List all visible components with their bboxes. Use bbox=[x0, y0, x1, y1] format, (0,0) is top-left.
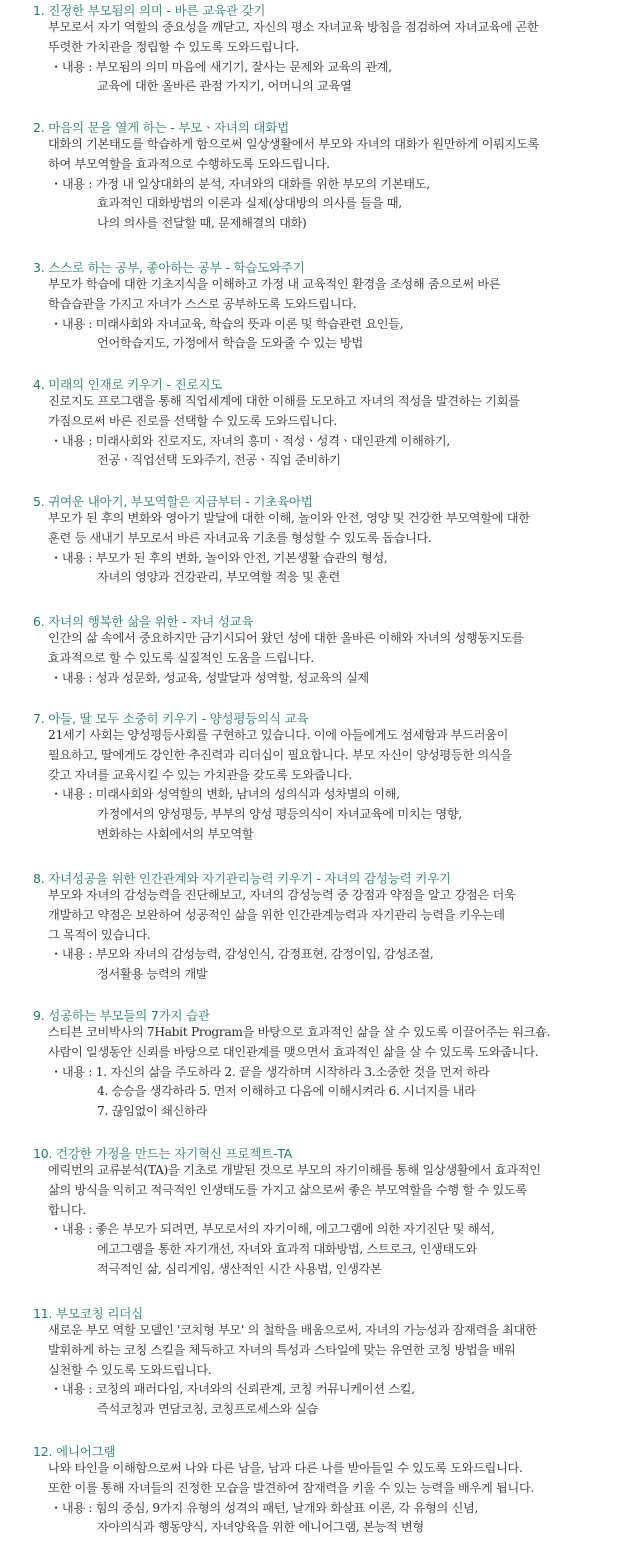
content-continuation-line: 자아의식과 행동양식, 자녀양육을 위한 에니어그램, 본능적 변형 bbox=[97, 1520, 424, 1535]
section-description-line: 21세기 사회는 양성평등사회를 구현하고 있습니다. 이에 아들에게도 섬세함과 부드러움이 bbox=[48, 728, 509, 742]
content-continuation-line: 7. 끊임없이 쇄신하라 bbox=[97, 1104, 207, 1119]
section-description-line: 나와 타인을 이해함으로써 나와 다른 남을, 남과 다른 나를 받아들일 수 있도록 도와드립니다. bbox=[48, 1461, 523, 1475]
section-description-line: 갖고 자녀를 교육시킬 수 있는 가치관을 갖도록 도와줍니다. bbox=[48, 767, 352, 782]
section-description-line: 그 목적이 있습니다. bbox=[48, 927, 151, 942]
section-title: 11. 부모코칭 리더십 bbox=[33, 1306, 143, 1321]
section-description-line: 발휘하게 하는 코칭 스킬을 체득하고 자녀의 특성과 스타일에 맞는 유연한 코칭 방법을 배워 bbox=[48, 1342, 516, 1357]
content-label-line: ・내용 : 부모가 된 후의 변화, 놀이와 안전, 기본생활 습관의 형성, bbox=[50, 550, 388, 565]
content-continuation-line: 자녀의 영양과 건강관리, 부모역할 적응 및 훈련 bbox=[97, 570, 341, 585]
section-description-line: 에릭번의 교류분석(TA)을 기초로 개발된 것으로 부모의 자기이해를 통해 일상생활에서 효과적인 bbox=[48, 1163, 541, 1177]
section-description-line: 진로지도 프로그램을 통해 직업세계에 대한 이해를 도모하고 자녀의 적성을 발견하는 기회를 bbox=[48, 394, 520, 408]
section-description-line: 또한 이를 통해 자녀들의 진정한 모습을 발견하여 잠재력을 키울 수 있는 능력을 배우게 됩니다. bbox=[48, 1480, 535, 1495]
section-description-line: 스티븐 코비박사의 7Habit Program을 바탕으로 효과적인 삶을 살 수 있도록 이끌어주는 워크숍. bbox=[48, 1025, 551, 1039]
section-title: 3. 스스로 하는 공부, 좋아하는 공부 - 학습도와주기 bbox=[33, 260, 305, 275]
section-title: 2. 마음의 문을 열게 하는 - 부모ㆍ자녀의 대화법 bbox=[33, 120, 290, 135]
section-description-line: 삶의 방식을 익히고 적극적인 인생태도를 가지고 삶으로써 좋은 부모역할을 수행 할 수 있도록 bbox=[48, 1182, 527, 1197]
section-title: 1. 진정한 부모됨의 의미 - 바른 교육관 갖기 bbox=[33, 3, 266, 18]
section-title: 8. 자녀성공을 위한 인간관계와 자기관리능력 키우기 - 자녀의 감성능력 키우기 bbox=[33, 871, 451, 886]
section-description-line: 실천할 수 있도록 도와드립니다. bbox=[48, 1362, 212, 1377]
section-title: 12. 에니어그램 bbox=[33, 1444, 116, 1459]
content-continuation-line: 효과적인 대화방법의 이론과 실제(상대방의 의사를 들을 때, bbox=[97, 196, 402, 211]
content-continuation-line: 적극적인 삶, 심리게임, 생산적인 시간 사용법, 인생각본 bbox=[97, 1262, 382, 1276]
content-continuation-line: 가정에서의 양성평등, 부부의 양성 평등의식이 자녀교육에 미치는 영향, bbox=[97, 807, 462, 822]
content-label-line: ・내용 : 부모됨의 의미 마음에 새기기, 잘사는 문제와 교육의 관계, bbox=[50, 59, 392, 74]
content-label-line: ・내용 : 힘의 중심, 9가지 유형의 성격의 패턴, 날개와 화살표 이론, 각 유형의 신념, bbox=[50, 1500, 479, 1515]
content-label-line: ・내용 : 미래사회와 성역할의 변화, 남녀의 성의식과 성차별의 이해, bbox=[50, 787, 400, 802]
section-title: 9. 성공하는 부모들의 7가지 습관 bbox=[33, 1008, 210, 1023]
section-description-line: 부모가 된 후의 변화와 영아기 발달에 대한 이해, 놀이와 안전, 영양 및 건강한 부모역할에 대한 bbox=[48, 511, 530, 525]
content-label-line: ・내용 : 코칭의 패러다임, 자녀와의 신뢰관계, 코칭 커뮤니케이션 스킬, bbox=[50, 1382, 415, 1397]
section-title: 10. 건강한 가정을 만드는 자기혁신 프로젝트-TA bbox=[33, 1146, 293, 1161]
section-description-line: 부모로서 자기 역할의 중요성을 깨닫고, 자신의 평소 자녀교육 방침을 점검하여 자녀교육에 곤한 bbox=[48, 20, 539, 34]
content-continuation-line: 정서활용 능력의 개발 bbox=[97, 967, 208, 982]
section-description-line: 합니다. bbox=[48, 1202, 86, 1217]
section-description-line: 부모와 자녀의 감성능력을 진단해보고, 자녀의 감성능력 중 강점과 약점을 알고 강점은 더욱 bbox=[48, 888, 516, 902]
section-title: 5. 귀여운 내아기, 부모역할은 지금부터 - 기초육아법 bbox=[33, 494, 313, 509]
section-description-line: 새로운 부모 역할 모델인 '코치형 부모' 의 철학을 배움으로써, 자녀의 가능성과 잠재력을 최대한 bbox=[48, 1323, 537, 1337]
content-label-line: ・내용 : 부모와 자녀의 감성능력, 감성인식, 감정표현, 감정이입, 감성조절, bbox=[50, 947, 434, 962]
section-description-line: 훈련 등 새내기 부모로서 바른 자녀교육 기초를 형성할 수 있도록 돕습니다. bbox=[48, 530, 432, 545]
content-continuation-line: 나의 의사를 전달할 때, 문제해결의 대화) bbox=[97, 216, 307, 231]
content-continuation-line: 변화하는 사회에서의 부모역할 bbox=[97, 827, 254, 841]
content-continuation-line: 교육에 대한 올바른 관점 가지기, 어머니의 교육열 bbox=[97, 79, 352, 94]
section-description-line: 개발하고 약점은 보완하여 성공적인 삶을 위한 인간관계능력과 자기관리 능력을 키우는데 bbox=[48, 907, 505, 922]
section-title: 7. 아들, 딸 모두 소중히 키우기 - 양성평등의식 교육 bbox=[33, 711, 309, 726]
content-label-line: ・내용 : 1. 자신의 삶을 주도하라 2. 끝을 생각하며 시작하라 3.소중한 것을 먼저 하라 bbox=[50, 1064, 490, 1079]
content-continuation-line: 즉석코칭과 면담코칭, 코칭프로세스와 실습 bbox=[97, 1402, 318, 1417]
section-title: 6. 자녀의 행복한 삶을 위한 - 자녀 성교육 bbox=[33, 614, 254, 629]
content-label-line: ・내용 : 가정 내 일상대화의 분석, 자녀와의 대화를 위한 부모의 기본태도, bbox=[50, 176, 430, 191]
section-description-line: 대화의 기본태도를 학습하게 함으로써 일상생활에서 부모와 자녀의 대화가 원만하게 이뤄지도록 bbox=[48, 137, 540, 151]
content-continuation-line: 에고그램을 통한 자기개선, 자녀와 효과적 대화방법, 스트로크, 인생태도와 bbox=[97, 1242, 477, 1257]
content-label-line: ・내용 : 미래사회와 진로지도, 자녀의 흥미ㆍ적성ㆍ성격ㆍ대인관계 이해하기, bbox=[50, 433, 450, 448]
section-description-line: 하여 부모역할을 효과적으로 수행하도록 도와드립니다. bbox=[48, 156, 330, 171]
content-label-line: ・내용 : 성과 성문화, 성교육, 성발달과 성역할, 성교육의 실제 bbox=[50, 670, 369, 685]
section-description-line: 학습습관을 가지고 자녀가 스스로 공부하도록 도와드립니다. bbox=[48, 296, 357, 311]
section-description-line: 인간의 삶 속에서 중요하지만 금기시되어 왔던 성에 대한 올바른 이해와 자녀의 성행동지도를 bbox=[48, 631, 524, 645]
section-description-line: 가짐으로써 바른 진로를 선택할 수 있도록 도와드립니다. bbox=[48, 413, 337, 428]
section-title: 4. 미래의 인재로 키우기 - 진로지도 bbox=[33, 377, 223, 392]
section-description-line: 사람이 일생동안 신뢰를 바탕으로 대인관계를 맺으면서 효과적인 삶을 살 수 있도록 도와줍니다. bbox=[48, 1044, 539, 1059]
content-continuation-line: 전공ㆍ직업선택 도와주기, 전공ㆍ직업 준비하기 bbox=[97, 453, 341, 468]
section-description-line: 뚜렷한 가치관을 정립할 수 있도록 도와드립니다. bbox=[48, 39, 299, 54]
section-description-line: 부모가 학습에 대한 기초지식을 이해하고 가정 내 교육적인 환경을 조성해 줌으로써 바른 bbox=[48, 277, 501, 291]
section-description-line: 필요하고, 딸에게도 강인한 추진력과 리더십이 필요합니다. 부모 자신이 양성평등한 의식을 bbox=[48, 747, 512, 762]
content-label-line: ・내용 : 좋은 부모가 되려면, 부모로서의 자기이해, 에고그램에 의한 자기진단 및 해석, bbox=[50, 1222, 495, 1237]
section-description-line: 효과적으로 할 수 있도록 실질적인 도움을 드립니다. bbox=[48, 650, 314, 665]
content-continuation-line: 언어학습지도, 가정에서 학습을 도와줄 수 있는 방법 bbox=[97, 336, 363, 351]
content-continuation-line: 4. 승승을 생각하라 5. 먼저 이해하고 다음에 이해시켜라 6. 시너지를 내라 bbox=[97, 1084, 476, 1099]
content-label-line: ・내용 : 미래사회와 자녀교육, 학습의 뜻과 이론 및 학습관련 요인들, bbox=[50, 316, 404, 331]
